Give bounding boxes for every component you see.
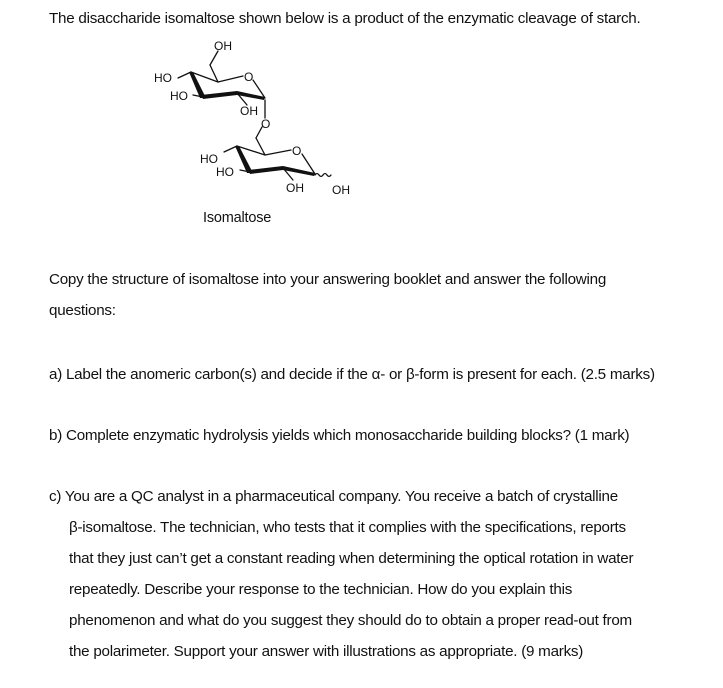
atom-bottom-c3-oh: HO (216, 165, 234, 179)
isomaltose-structure (140, 30, 380, 230)
atom-top-c3-oh: HO (170, 89, 188, 103)
question-c-line-2: β-isomaltose. The technician, who tests that it complies with the specifications, reports (69, 519, 626, 536)
atom-top-ring-o: O (244, 70, 254, 84)
question-c-line-1: c) You are a QC analyst in a pharmaceutical company. You receive a batch of crystalline (49, 488, 618, 505)
atom-glycosidic-o: O (261, 117, 271, 131)
atom-top-c2-oh: OH (240, 104, 258, 118)
intro-text: The disaccharide isomaltose shown below is a product of the enzymatic cleavage of starch. (49, 10, 641, 27)
atom-bottom-ring-o: O (292, 144, 302, 158)
question-a: a) Label the anomeric carbon(s) and decide if the α- or β-form is present for each. (2.5 marks) (49, 366, 655, 383)
atom-bottom-c4-oh: HO (200, 152, 218, 166)
question-c-line-5: phenomenon and what do you suggest they should do to obtain a proper read-out from (69, 612, 632, 629)
instructions-line-1: Copy the structure of isomaltose into your answering booklet and answer the following (49, 271, 607, 288)
question-c-line-4: repeatedly. Describe your response to the technician. How do you explain this (69, 581, 573, 598)
instructions-line-2: questions: (49, 302, 116, 319)
structure-caption: Isomaltose (203, 210, 272, 226)
atom-bottom-c1-oh: OH (332, 183, 350, 197)
atom-top-c4-oh: HO (154, 71, 172, 85)
question-c-line-6: the polarimeter. Support your answer with illustrations as appropriate. (9 marks) (69, 643, 584, 660)
question-b: b) Complete enzymatic hydrolysis yields which monosaccharide building blocks? (1 mark) (49, 427, 630, 444)
atom-top-ch2oh: OH (214, 39, 232, 53)
atom-bottom-c2-oh: OH (286, 181, 304, 195)
question-c-line-3: that they just can’t get a constant reading when determining the optical rotation in water (69, 550, 634, 567)
isomaltose-structure-drawing (140, 30, 380, 230)
